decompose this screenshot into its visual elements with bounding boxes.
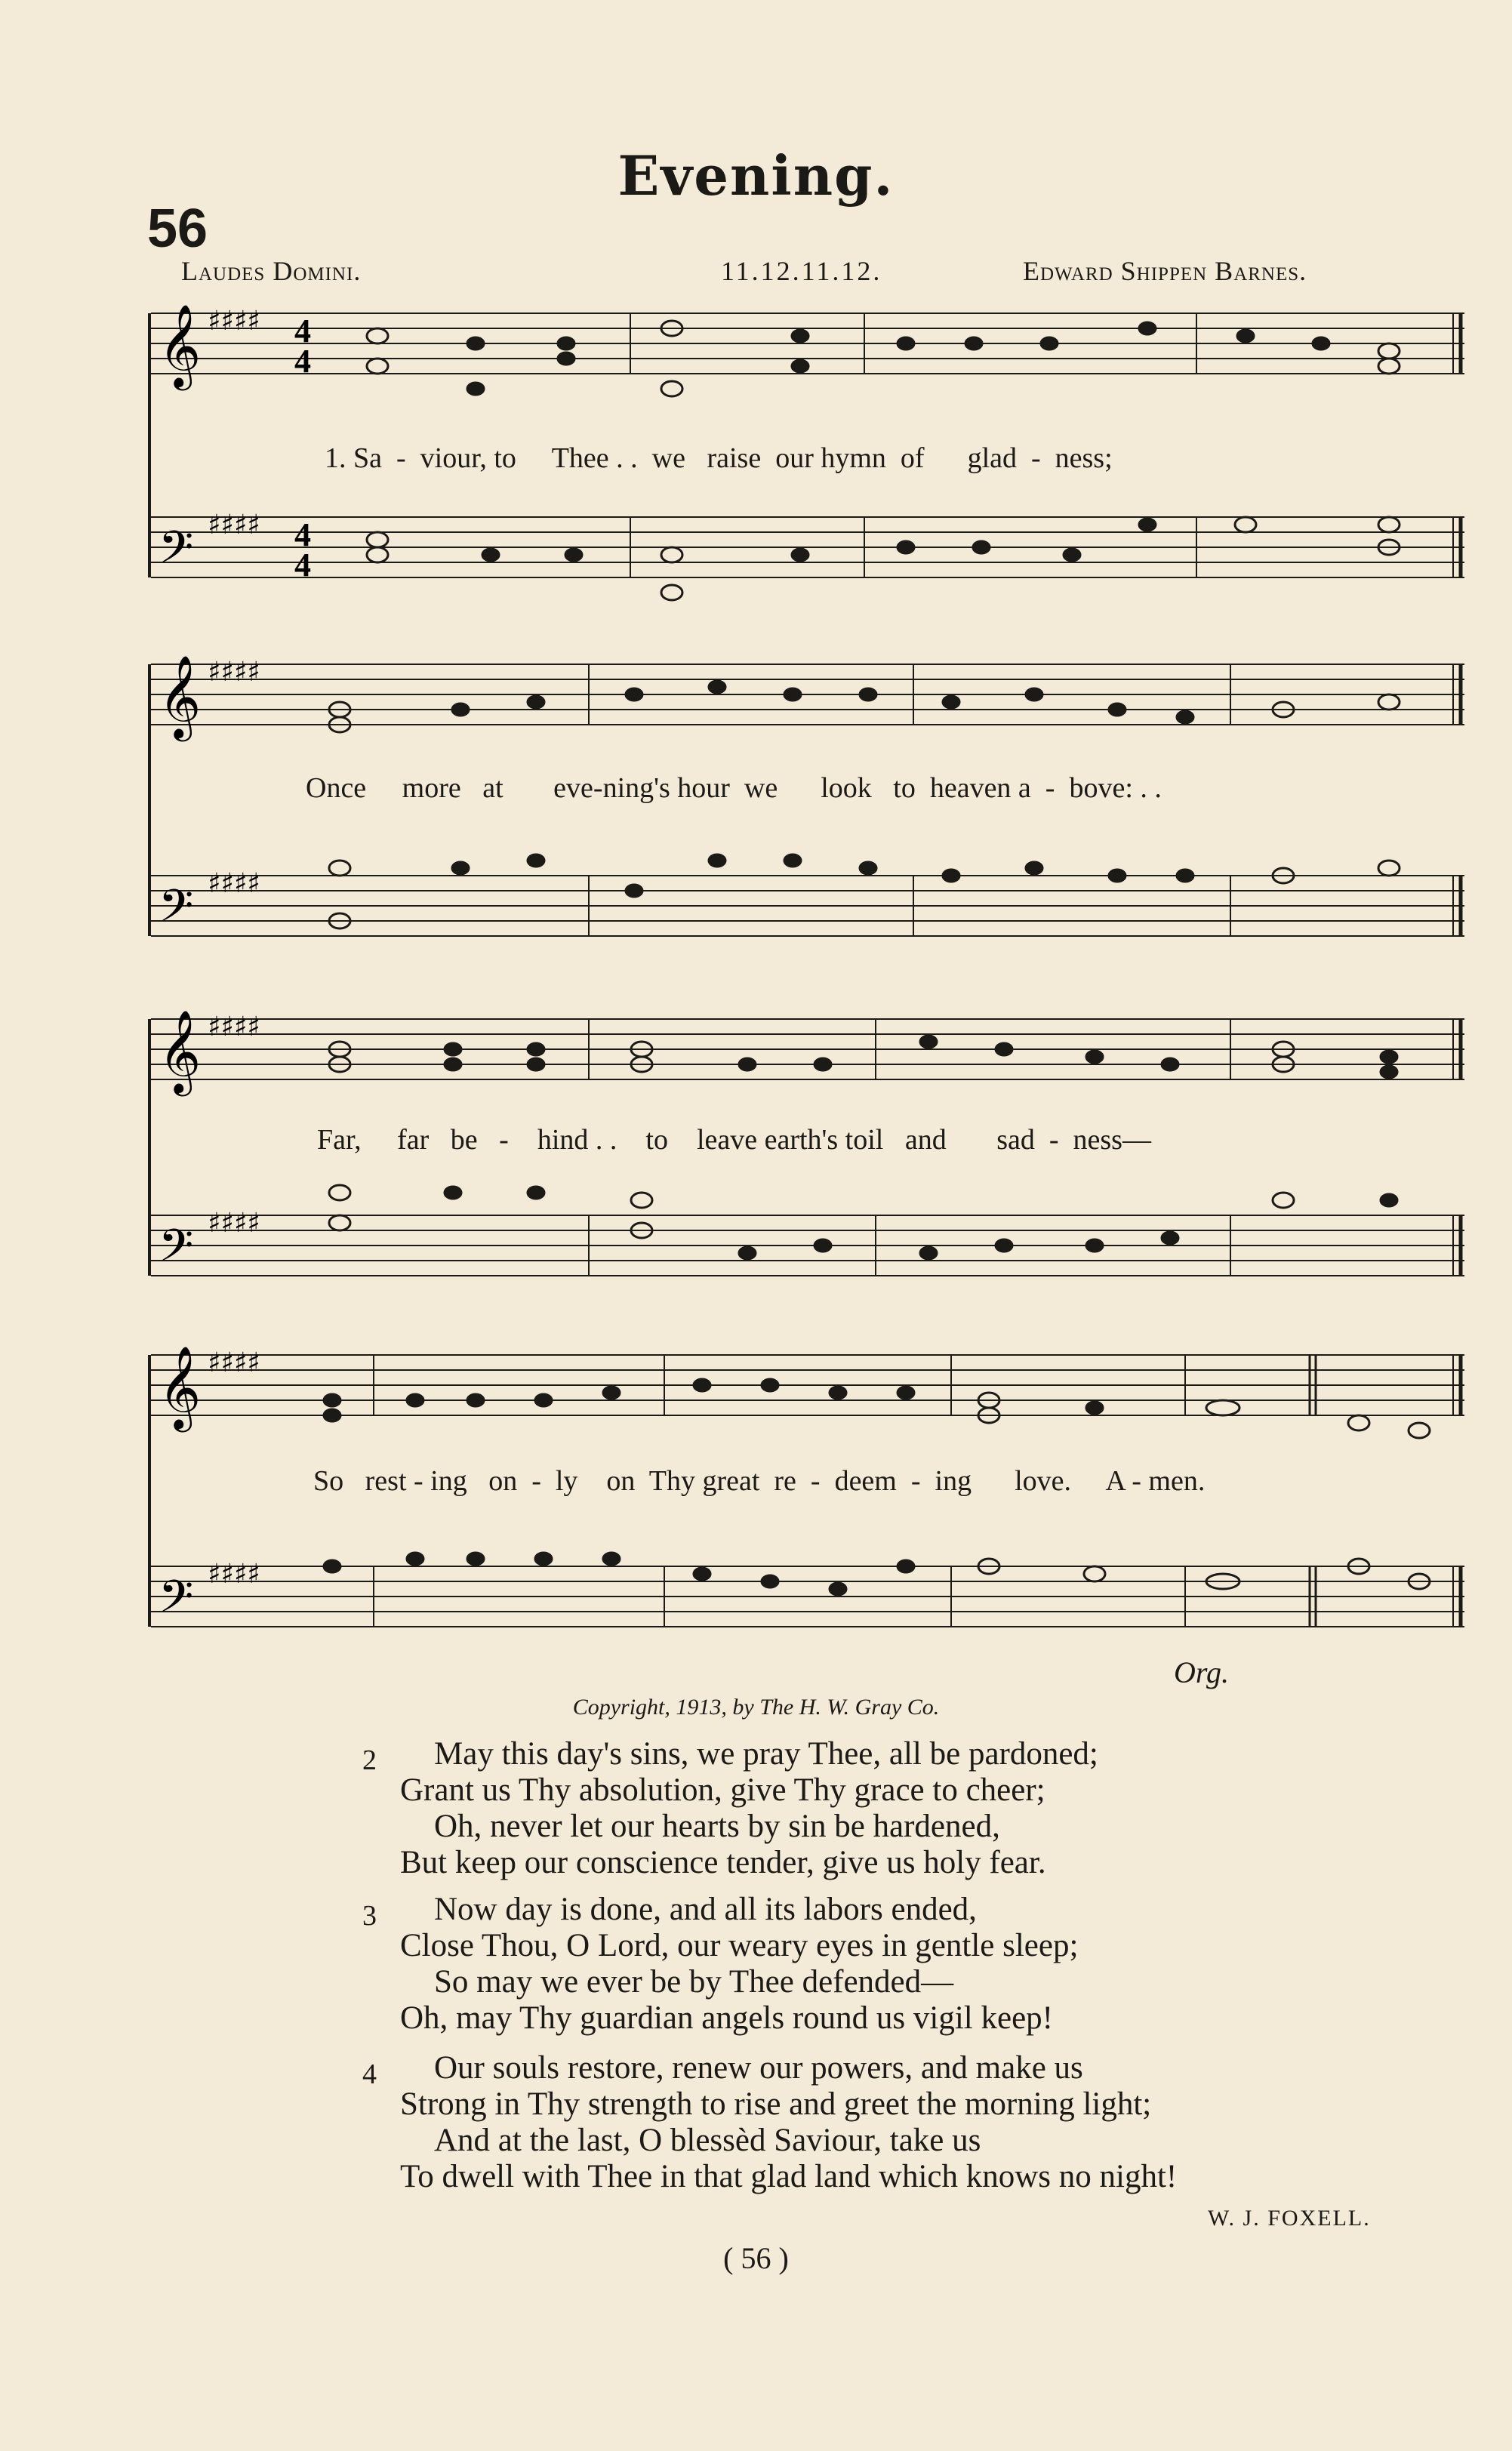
stanza-line: Oh, never let our hearts by sin be hardened, (434, 1809, 1000, 1844)
lyric-line-3: Far, far be - hind . . to leave earth's toil and sad - ness— (317, 1124, 1151, 1156)
svg-text:♯♯♯♯: ♯♯♯♯ (208, 1559, 260, 1590)
svg-text:♯♯♯♯: ♯♯♯♯ (208, 868, 260, 899)
stanza-line: Now day is done, and all its labors ended, (434, 1892, 977, 1927)
organ-marking: Org. (1174, 1655, 1229, 1689)
stanza-line: Close Thou, O Lord, our weary eyes in gentle sleep; (400, 1928, 1079, 1963)
music-system-1 (143, 298, 1472, 615)
svg-text:♯♯♯♯: ♯♯♯♯ (208, 657, 260, 688)
stanza-number: 3 (362, 1900, 377, 1932)
stanza-line: To dwell with Thee in that glad land which knows no night! (400, 2159, 1178, 2194)
stanza-line: Strong in Thy strength to rise and greet the morning light; (400, 2086, 1152, 2122)
svg-text:𝄢: 𝄢 (159, 1219, 194, 1282)
staff-notation (143, 649, 1472, 966)
stanza-line: Oh, may Thy guardian angels round us vigil keep! (400, 2000, 1053, 2036)
hymn-number: 56 (147, 199, 208, 259)
stanza-line: So may we ever be by Thee defended— (434, 1964, 954, 2000)
music-system-4 (143, 1340, 1472, 1657)
svg-text:♯♯♯♯: ♯♯♯♯ (208, 1347, 260, 1378)
svg-text:4: 4 (294, 516, 311, 553)
svg-text:𝄞: 𝄞 (159, 1346, 202, 1429)
stanza-line: Our souls restore, renew our powers, and make us (434, 2050, 1083, 2086)
tune-name: Laudes Domini. (181, 256, 362, 286)
author-credit: W. J. FOXELL. (1208, 2206, 1371, 2231)
svg-text:𝄢: 𝄢 (159, 1570, 194, 1633)
svg-text:♯♯♯♯: ♯♯♯♯ (208, 306, 260, 337)
staff-notation (143, 1340, 1472, 1657)
music-system-2 (143, 649, 1472, 966)
stanza-number: 4 (362, 2058, 377, 2090)
lyric-line-2: Once more at eve-ning's hour we look to heaven a - bove: . . (306, 772, 1162, 804)
music-system-3 (143, 1004, 1472, 1306)
svg-text:♯♯♯♯: ♯♯♯♯ (208, 1208, 260, 1239)
lyric-line-4: So rest - ing on - ly on Thy great re - deem - ing love. A - men. (313, 1465, 1206, 1497)
svg-text:𝄞: 𝄞 (159, 655, 202, 738)
stanza-line: May this day's sins, we pray Thee, all be pardoned; (434, 1736, 1098, 1772)
composer: Edward Shippen Barnes. (1023, 256, 1307, 286)
page-title: Evening. (617, 143, 895, 208)
svg-text:4: 4 (294, 547, 311, 583)
lyric-line-1: 1. Sa - viour, to Thee . . we raise our hymn of glad - ness; (325, 442, 1113, 474)
svg-text:♯♯♯♯: ♯♯♯♯ (208, 510, 260, 540)
tune-meter: 11.12.11.12. (721, 256, 882, 286)
svg-text:𝄢: 𝄢 (159, 879, 194, 943)
stanza-line: But keep our conscience tender, give us holy fear. (400, 1845, 1046, 1880)
svg-text:𝄢: 𝄢 (159, 521, 194, 584)
page-number: ( 56 ) (723, 2241, 789, 2275)
stanza-number: 2 (362, 1744, 377, 1776)
svg-text:𝄞: 𝄞 (159, 1010, 202, 1093)
svg-text:4: 4 (294, 313, 311, 349)
svg-text:♯♯♯♯: ♯♯♯♯ (208, 1011, 260, 1042)
copyright-notice: Copyright, 1913, by The H. W. Gray Co. (572, 1695, 940, 1720)
stanza-line: And at the last, O blessèd Saviour, take us (434, 2123, 981, 2158)
svg-text:𝄞: 𝄞 (159, 304, 202, 387)
stanza-line: Grant us Thy absolution, give Thy grace to cheer; (400, 1772, 1045, 1808)
svg-text:4: 4 (294, 343, 311, 380)
